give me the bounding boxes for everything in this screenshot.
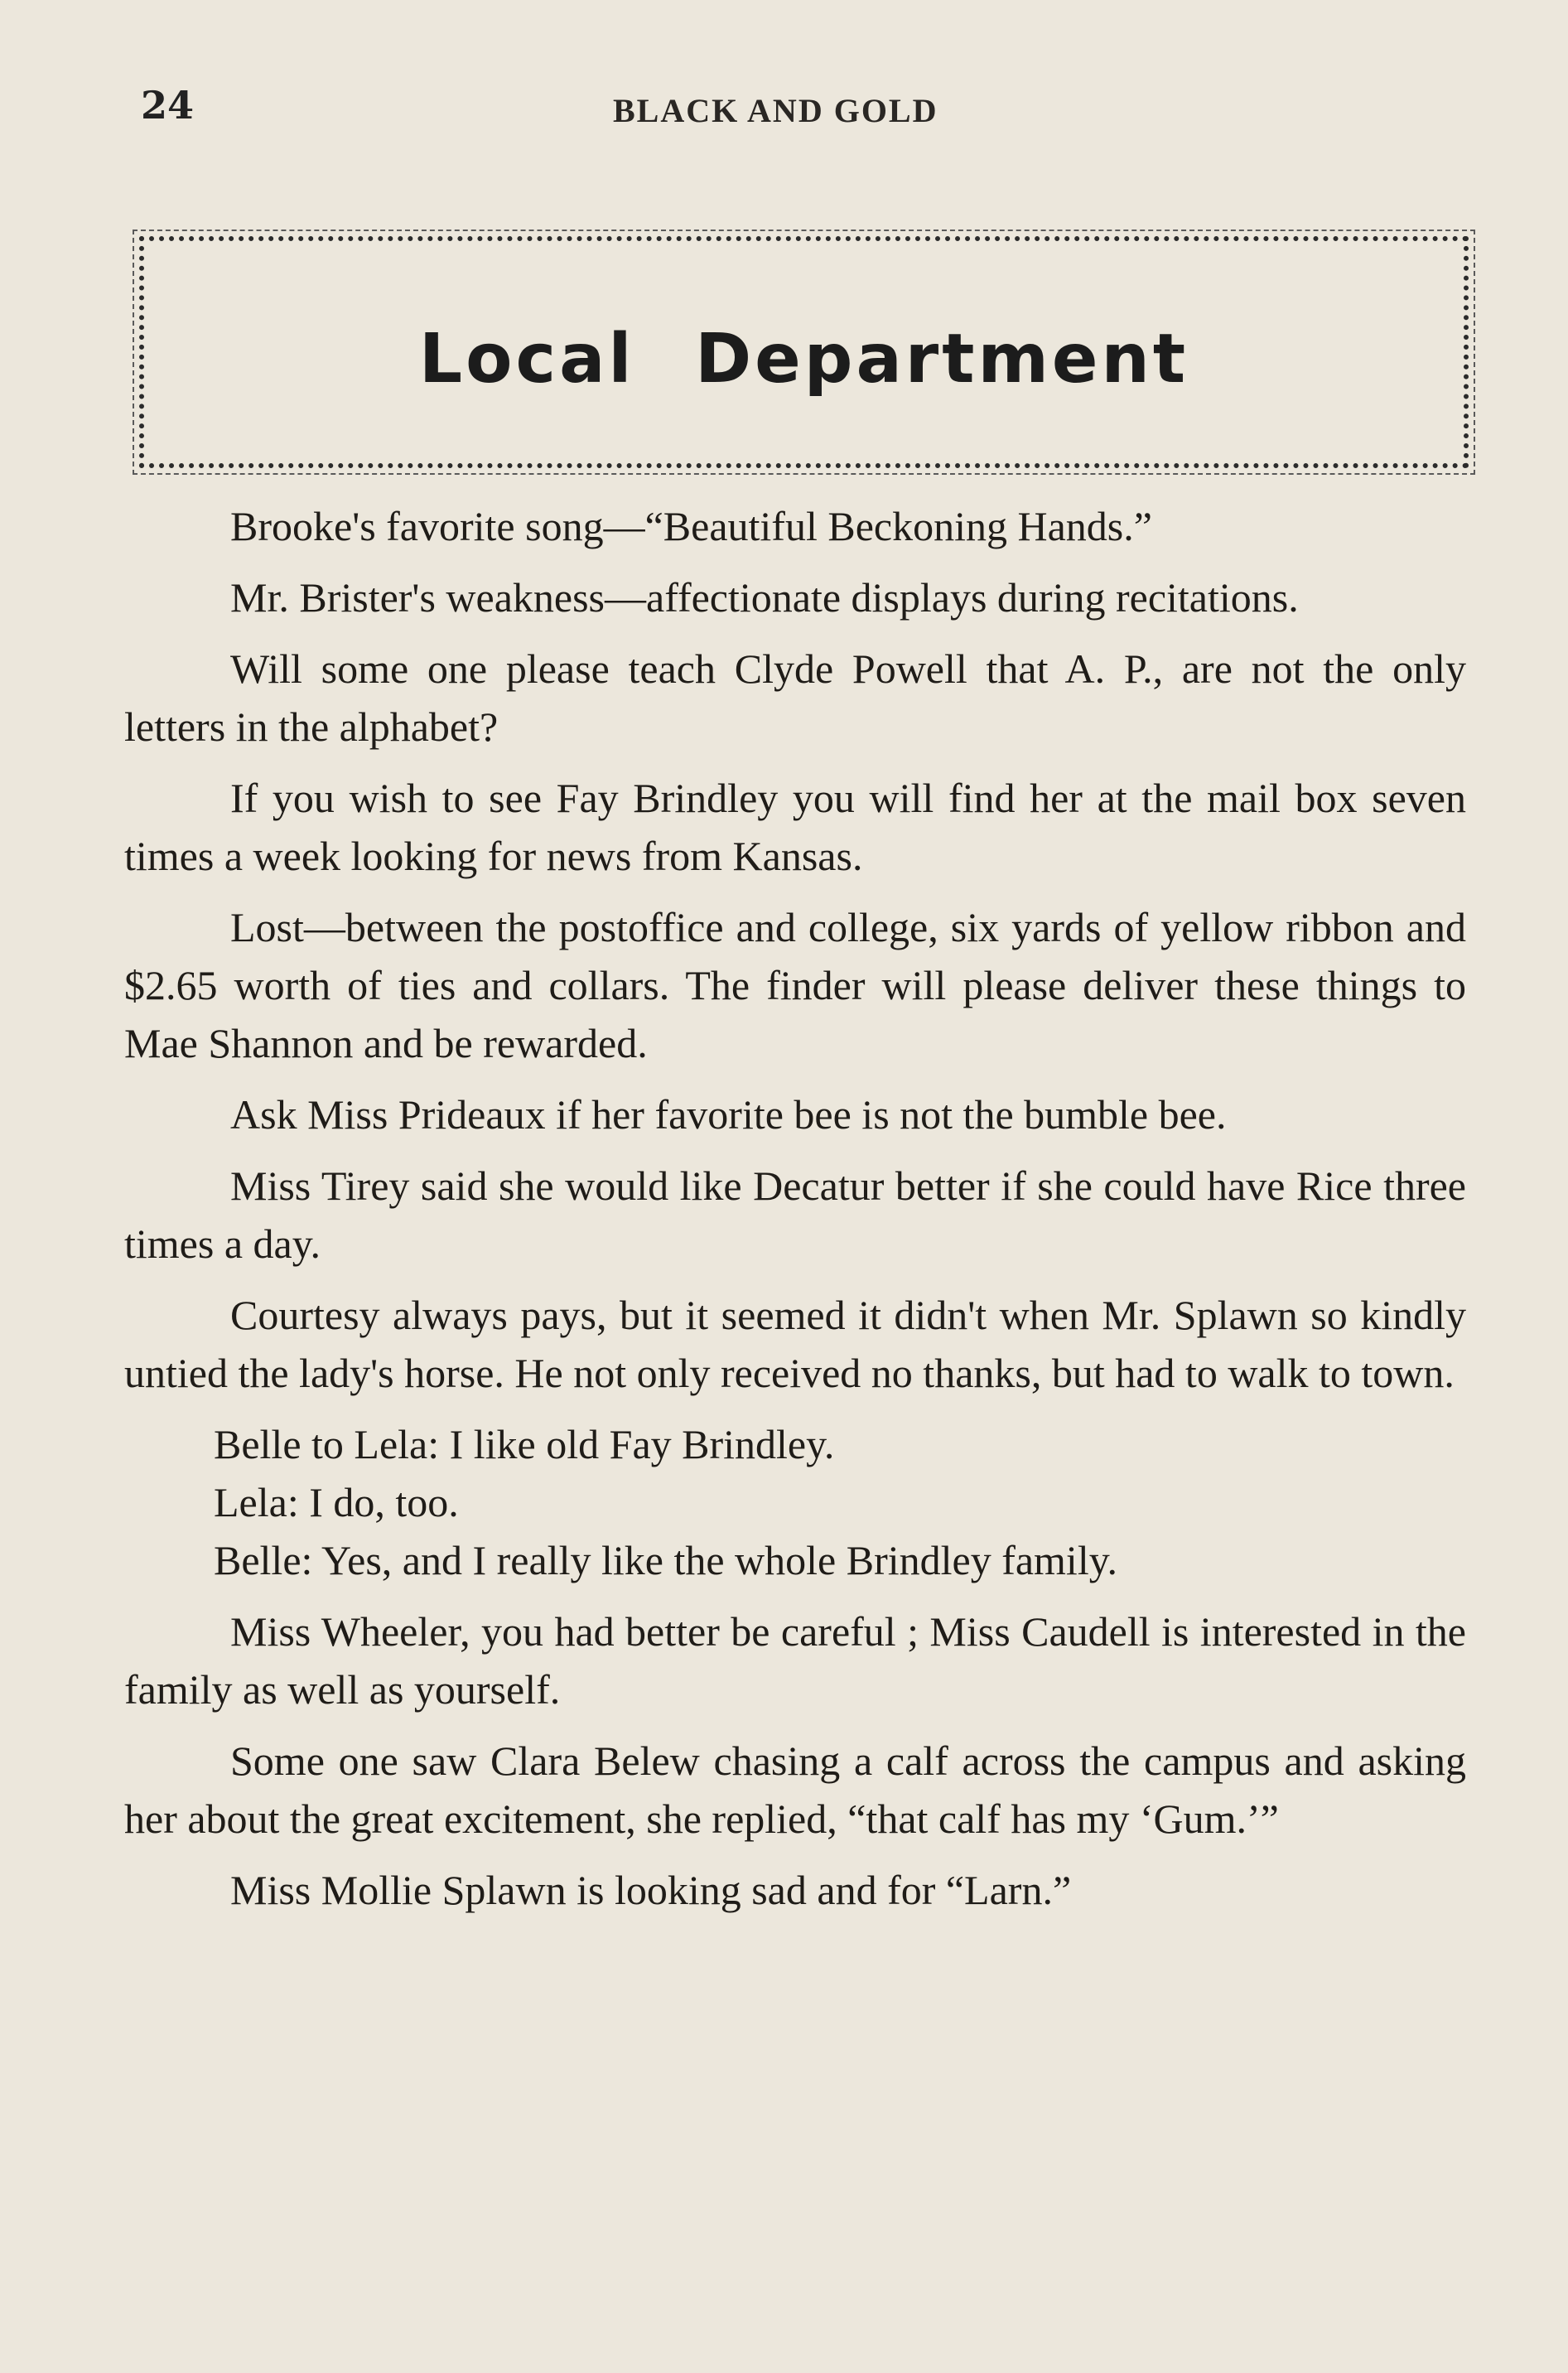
page-number: 24 (141, 83, 195, 128)
paragraph: Miss Tirey said she would like Decatur better if she could have Rice three times a day. (124, 1162, 1466, 1267)
paragraph: Lost—between the postoffice and college, six yards of yellow ribbon and $2.65 worth of ties and collars. The finder will please deliver these things to Mae Shannon and be rewarded. (124, 904, 1466, 1066)
dialogue-line: Belle: Yes, and I really like the whole Brindley family. (214, 1537, 1117, 1583)
section-title-frame (139, 236, 1469, 468)
paragraph: Mr. Brister's weakness—affectionate displays during recitations. (230, 574, 1299, 621)
paragraph: If you wish to see Fay Brindley you will find her at the mail box seven times a week looking for news from Kansas. (124, 775, 1466, 879)
paragraph: Miss Mollie Splawn is looking sad and for “Larn.” (230, 1867, 1072, 1913)
section-title: Local Department (418, 320, 1189, 399)
paragraph: Courtesy always pays, but it seemed it didn't when Mr. Splawn so kindly untied the lady's horse. He not only received no thanks, but had to walk to town. (124, 1292, 1466, 1396)
article-body (124, 497, 1466, 1932)
paragraph: Brooke's favorite song—“Beautiful Beckoning Hands.” (230, 503, 1152, 549)
dialogue-line: Belle to Lela: I like old Fay Brindley. (214, 1421, 835, 1467)
page-header (141, 83, 1466, 141)
paragraph: Ask Miss Prideaux if her favorite bee is not the bumble bee. (230, 1091, 1227, 1138)
paragraph: Some one saw Clara Belew chasing a calf across the campus and asking her about the great excitement, she replied, “that calf has my ‘Gum.’” (124, 1737, 1466, 1842)
dialogue-line: Lela: I do, too. (214, 1479, 459, 1525)
running-head: BLACK AND GOLD (613, 92, 938, 129)
paragraph: Miss Wheeler, you had better be careful ; Miss Caudell is interested in the family as well as yourself. (124, 1608, 1466, 1713)
paragraph: Will some one please teach Clyde Powell that A. P., are not the only letters in the alphabet? (124, 645, 1466, 750)
